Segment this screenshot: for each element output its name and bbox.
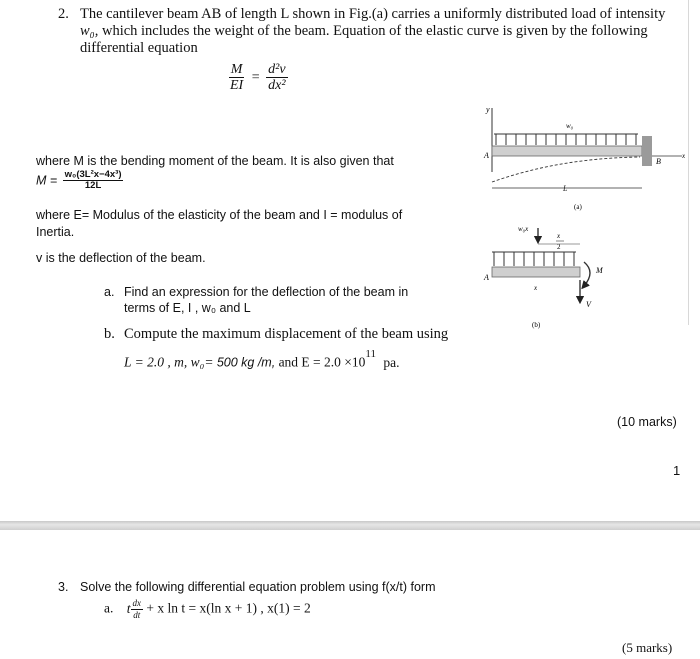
deflection-curve (492, 157, 640, 182)
x-half-den: 2 (557, 243, 561, 251)
question-3-number: 3. (58, 580, 69, 594)
page-number: 1 (673, 463, 681, 478)
figure-b (483, 225, 604, 329)
x-axis-label: x (682, 152, 686, 160)
moment-arrow (584, 262, 590, 286)
part-b-line1: Compute the maximum displacement of the beam using (124, 326, 449, 342)
load-arrows (496, 134, 636, 145)
part-b-label: b. (104, 326, 115, 342)
q3-part-a-label: a. (104, 600, 114, 616)
v-deflection-text: v is the deflection of the beam. (36, 251, 206, 265)
moment-eq-num: w₀(3L²x−4x³) (64, 169, 122, 180)
y-axis-label: y (486, 105, 490, 114)
moment-label: M (596, 266, 603, 275)
question-2-line2 (80, 23, 648, 40)
x-half-num: x (557, 232, 561, 240)
question-3-text: Solve the following differential equation problem using f(x/t) form (80, 580, 436, 594)
w0-label: w₀ (566, 122, 574, 130)
point-a-label: A (484, 151, 489, 160)
part-a-line2: terms of E, I , w₀ and L (124, 301, 251, 315)
question-3-part-a (104, 599, 311, 620)
q3-eq-t: t (126, 600, 131, 616)
point-a2-label: A (484, 273, 489, 282)
part-b-line2 (124, 348, 400, 371)
moment-eq-lhs: M = (36, 173, 58, 188)
page-separator (0, 521, 700, 530)
question-2-line1: The cantilever beam AB of length L shown in Fig.(a) carries a uniformly distributed load of intensity (80, 6, 666, 22)
question-3-marks: (5 marks) (622, 640, 673, 655)
where-e-line1: where E= Modulus of the elasticity of the beam and I = modulus of (36, 208, 403, 222)
question-2-line3: differential equation (80, 40, 198, 56)
beam-segment (492, 267, 580, 277)
moment-text: where M is the bending moment of the beam. It is also given that (36, 154, 394, 168)
part-b-w-value: 500 kg /m, (216, 355, 276, 370)
q3-eq-rest: + x ln t = x(ln x + 1) , x(1) = 2 (146, 600, 311, 616)
figure-a (483, 105, 686, 211)
q3-eq-num: dx (132, 598, 142, 608)
w0-symbol: w₀, (80, 23, 99, 39)
where-e-line2: Inertia. (36, 225, 75, 239)
question-2-marks: (10 marks) (617, 415, 677, 429)
question-2-number: 2. (58, 6, 69, 22)
differential-equation (228, 62, 288, 94)
part-b-unit: pa. (383, 354, 400, 370)
x2-label: x (534, 284, 538, 292)
fixed-support (642, 136, 652, 166)
figure-a-caption: (a) (574, 203, 582, 211)
eq-equals: = (251, 70, 260, 86)
part-a-line1: Find an expression for the deflection of the beam in (124, 285, 409, 299)
eq-lhs-num: M (230, 62, 243, 77)
beam-figure (470, 100, 690, 332)
part-b-E-value: and E = 2.0 ×10 (275, 354, 366, 370)
eq-lhs-den: EI (230, 78, 244, 94)
moment-equation (36, 170, 123, 192)
point-b-label: B (656, 157, 661, 166)
length-label: L (563, 184, 568, 193)
eq-rhs-num: d²v (268, 62, 286, 77)
part-b-L-value: L = 2.0 , m, w₀= (124, 354, 217, 370)
figure-b-caption: (b) (532, 321, 541, 329)
load-b-arrows (494, 252, 574, 266)
page-edge-line (688, 0, 689, 325)
eq-rhs-den: dx² (268, 78, 286, 94)
q3-eq-den: dt (133, 609, 141, 620)
shear-label: V (586, 300, 591, 309)
beam (492, 146, 642, 156)
question-2-line2-text: which includes the weight of the beam. Equation of the elastic curve is given by the following (98, 23, 648, 39)
part-a-label: a. (104, 285, 115, 299)
w0x-label: w₀x (518, 225, 529, 233)
part-b-exponent: 11 (365, 348, 376, 360)
moment-eq-den: 12L (84, 180, 102, 192)
